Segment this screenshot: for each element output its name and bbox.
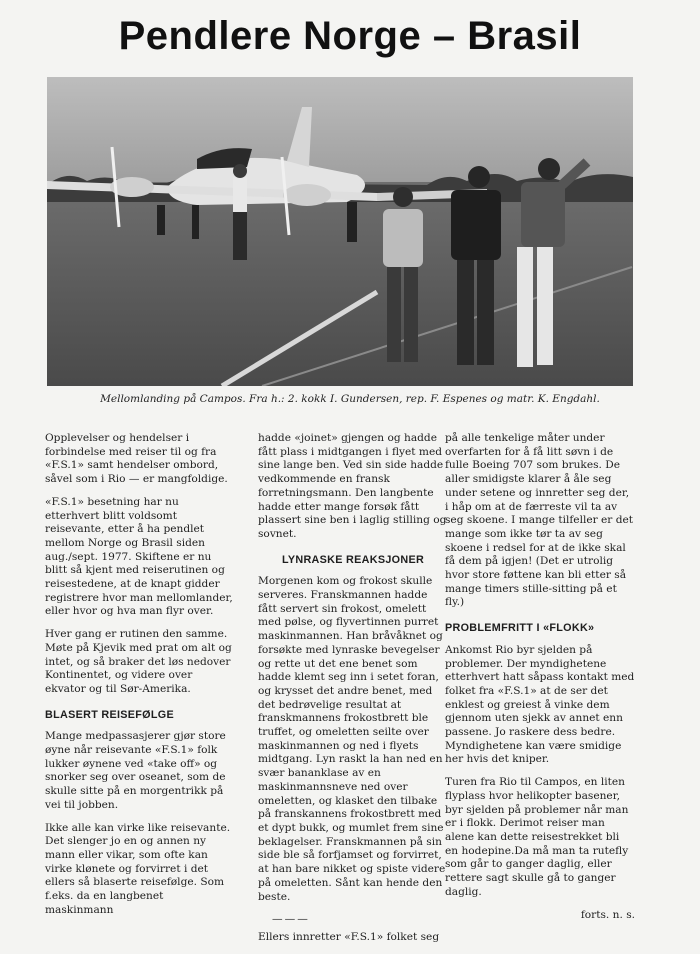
paragraph: Turen fra Rio til Campos, en liten flyplass hvor helikopter basener, byr sjelden på problemer når man er i flokk. Derimot reiser man alene kan dette reisestrekket bli en hodepine.Da må man ta rutefly som går to ganger daglig, eller rettere sagt skulle gå to ganger daglig. [445, 776, 629, 898]
paragraph: Mange medpassasjerer gjør store øyne når reisevante «F.S.1» folk lukker øynene ved «take off» og snorker seg over oseanet, som de skulle sitte på en morgentrikk på vei til jobben. [45, 730, 226, 811]
column-3 [445, 432, 635, 931]
paragraph: på alle tenkelige måter under overfarten for å få litt søvn i de fulle Boeing 707 som brukes. De aller smidigste klarer å åle seg under setene og innretter seg der, i håp om at de færreste vil ta av seg skoene. I mange tilfeller er det mange som ikke tør ta av seg skoene i redsel for at de ikke skal få dem på igjen! (Det er utrolig hvor store føttene kan bli etter så mange timers stille-sitting på et fly.) [445, 432, 634, 609]
column-1 [45, 432, 235, 927]
section-heading: PROBLEMFRITT I «FLOKK» [445, 622, 595, 635]
photo-caption: Mellomlanding på Campos. Fra h.: 2. kokk I. Gundersen, rep. F. Espenes og matr. K. Engdahl. [100, 393, 600, 405]
page-title: Pendlere Norge – Brasil [118, 14, 582, 58]
section-heading: LYNRASKE REAKSJONER [281, 553, 425, 566]
continued-note: forts. n. s. [580, 908, 635, 921]
paragraph: Ikke alle kan virke like reisevante. Det slenger jo en og annen ny mann eller vikar, som ofte kan virke klønete og forvirret i det ellers så blaserte reisefølge. Som f.eks. da en langbenet maskinmann [45, 821, 231, 916]
paragraph: Hver gang er rutinen den samme. Møte på Kjevik med prat om alt og intet, og så braker det løs nedover Kontinentet, og videre over ekvator og til Sør-Amerika. [45, 628, 232, 695]
paragraph: «F.S.1» besetning har nu etterhvert blitt voldsomt reisevante, etter å ha pendlet mellom Norge og Brasil siden aug./sept. 1977. Skiftene er nu blitt så kjent med reiserutinen og reisestedene, at de knapt gidder registrere hvor man mellomlander, eller hvor og hva man flyr over. [45, 495, 233, 618]
paragraph: Morgenen kom og frokost skulle serveres. Franskmannen hadde fått servert sin frokost, omelett med pølse, og flyvertinnen purret maskinmannen. Han bråvåknet og forsøkte med lynraske bevegelser og rette ut det ene benet som hadde klemt seg inn i setet foran, og krysset det andre benet, med det bedrøvelige resultat at franskmannens frokostbrett ble truffet, og omeletten seilte over maskinmannen og ned i flyets midtgang. Lyn raskt la han ned en svær bananklase av en maskinmannsneve ned over omeletten, og klasket den tilbake på franskannens frokostbrett med et dypt bukk, og mumlet frem sine beklagelser. Franskmannen på sin side ble så forfjamset og forvirret, at han bare nikket og spiste videre på omeletten. Sånt kan hende den beste. [258, 575, 446, 903]
paragraph: Ankomst Rio byr sjelden på problemer. Der myndighetene etterhvert hatt såpass kontakt med folket fra «F.S.1» at de ser det enklest og greiest å vinke dem gjennom uten sjekk av annet enn passene. Jo raskere dess bedre. Myndighetene kan være smidige her hvis det kniper. [445, 643, 635, 766]
separator-dash: ——— [272, 913, 310, 926]
airplane-tarmac-photo [47, 77, 633, 386]
paragraph: Opplevelser og hendelser i forbindelse med reiser til og fra «F.S.1» samt hendelser ombord, såvel som i Rio — er mangfoldige. [45, 432, 228, 486]
paragraph: hadde «joinet» gjengen og hadde fått plass i midtgangen i flyet med sine lange ben. Ved sin side hadde vedkommende en fransk forretningsmann. Den langbente hadde etter mange forsøk fått plassert sine ben i laglig stilling og sovnet. [258, 432, 447, 540]
section-heading: BLASERT REISEFØLGE [45, 708, 174, 721]
column-2 [258, 432, 448, 954]
paragraph: Ellers innretter «F.S.1» folket seg [258, 930, 440, 943]
